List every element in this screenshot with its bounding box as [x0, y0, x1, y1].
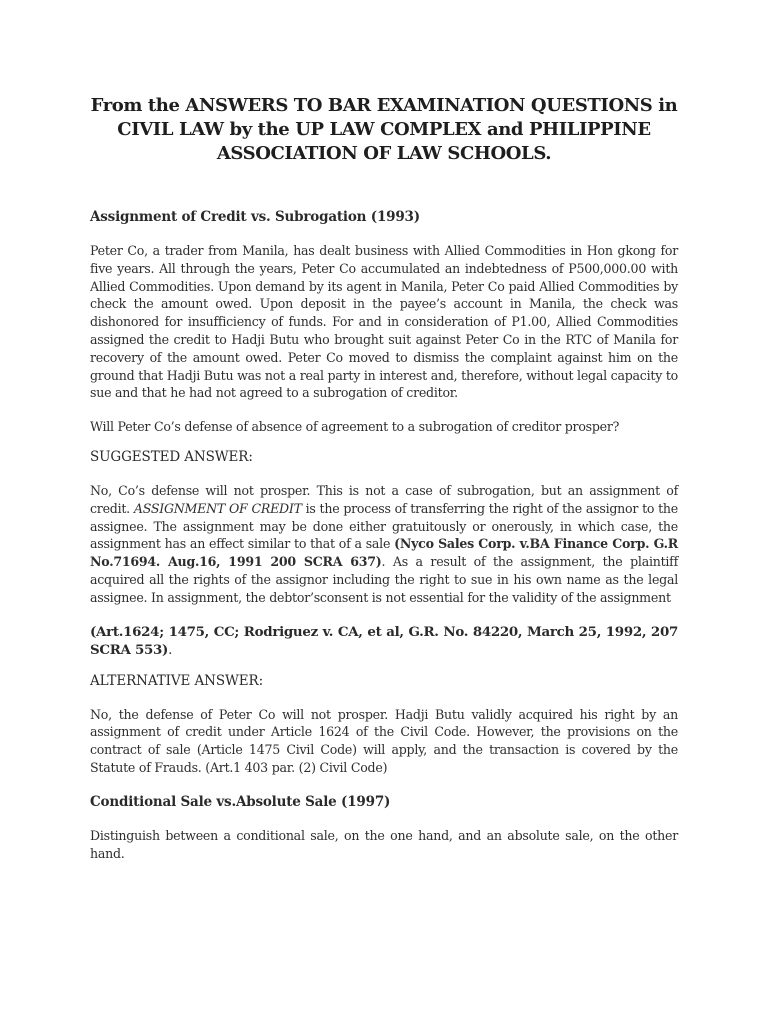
- document-page: [90, 94, 678, 862]
- section-heading: Assignment of Credit vs. Subrogation (1993): [90, 209, 420, 225]
- section-conditional-sale: [90, 793, 678, 863]
- suggested-answer-paragraph: [90, 482, 678, 607]
- defined-term: ASSIGNMENT OF CREDIT: [133, 500, 302, 516]
- citation-text: (Art.1624; 1475, CC; Rodriguez v. CA, et al, G.R. No. 84220, March 25, 1992, 207 SCRA 553): [90, 623, 678, 658]
- answer-text: . As a result of the assignment, the plaintiff acquired all the rights of the assignor including the right to sue in his own name as the legal assignee. In assignment, the debtor’sconsent is not essential for the validity of the assignment: [90, 554, 678, 605]
- answer-text: is the process of transferring the right of the assignor to the assignee. The assignment may be done either gratuitously or onerously, in which case, the assignment has an effect similar to that of a sale: [90, 500, 678, 552]
- facts-paragraph: Peter Co, a trader from Manila, has dealt business with Allied Commodities in Hon gkong for five years. All through the years, Peter Co accumulated an indebtedness of P500,000.00 with Allied Commodities. Upon demand by its agent in Manila, Peter Co paid Allied Commodities by check the amount owed. Upon deposit in the payee’s account in Manila, the check was dishonored for insufficiency of funds. For and in consideration of P1.00, Allied Commodities assigned the credit to Hadji Butu who brought suit against Peter Co in the RTC of Manila for recovery of the amount owed. Peter Co moved to dismiss the complaint against him on the ground that Hadji Butu was not a real party in interest and, therefore, without legal capacity to sue and that he had not agreed to a subrogation of creditor.: [90, 243, 678, 401]
- answer-text: No, Co’s defense will not prosper. This is not a case of subrogation, but an assignment of credit.: [90, 482, 678, 516]
- question-paragraph: Distinguish between a conditional sale, on the one hand, and an absolute sale, on the other hand.: [90, 827, 678, 861]
- suggested-answer-label: SUGGESTED ANSWER:: [90, 448, 253, 465]
- statute-citation: [90, 623, 678, 660]
- question-paragraph: Will Peter Co’s defense of absence of agreement to a subrogation of creditor prosper?: [90, 419, 620, 435]
- document-title: From the ANSWERS TO BAR EXAMINATION QUESTIONS in CIVIL LAW by the UP LAW COMPLEX and PHILIPPINE ASSOCIATION OF LAW SCHOOLS.: [90, 95, 678, 164]
- section-heading: Conditional Sale vs.Absolute Sale (1997): [90, 793, 391, 810]
- citation-period: .: [168, 642, 173, 658]
- section-assignment-of-credit: [90, 208, 678, 777]
- case-citation: (Nyco Sales Corp. v.BA Finance Corp. G.R No.71694. Aug.16, 1991 200 SCRA 637): [90, 536, 679, 570]
- alternative-answer-paragraph: No, the defense of Peter Co will not prosper. Hadji Butu validly acquired his right by an assignment of credit under Article 1624 of the Civil Code. However, the provisions on the contract of sale (Article 1475 Civil Code) will apply, and the transaction is covered by the Statute of Frauds. (Art.1 403 par. (2) Civil Code): [90, 706, 678, 775]
- alternative-answer-label: ALTERNATIVE ANSWER:: [90, 672, 264, 689]
